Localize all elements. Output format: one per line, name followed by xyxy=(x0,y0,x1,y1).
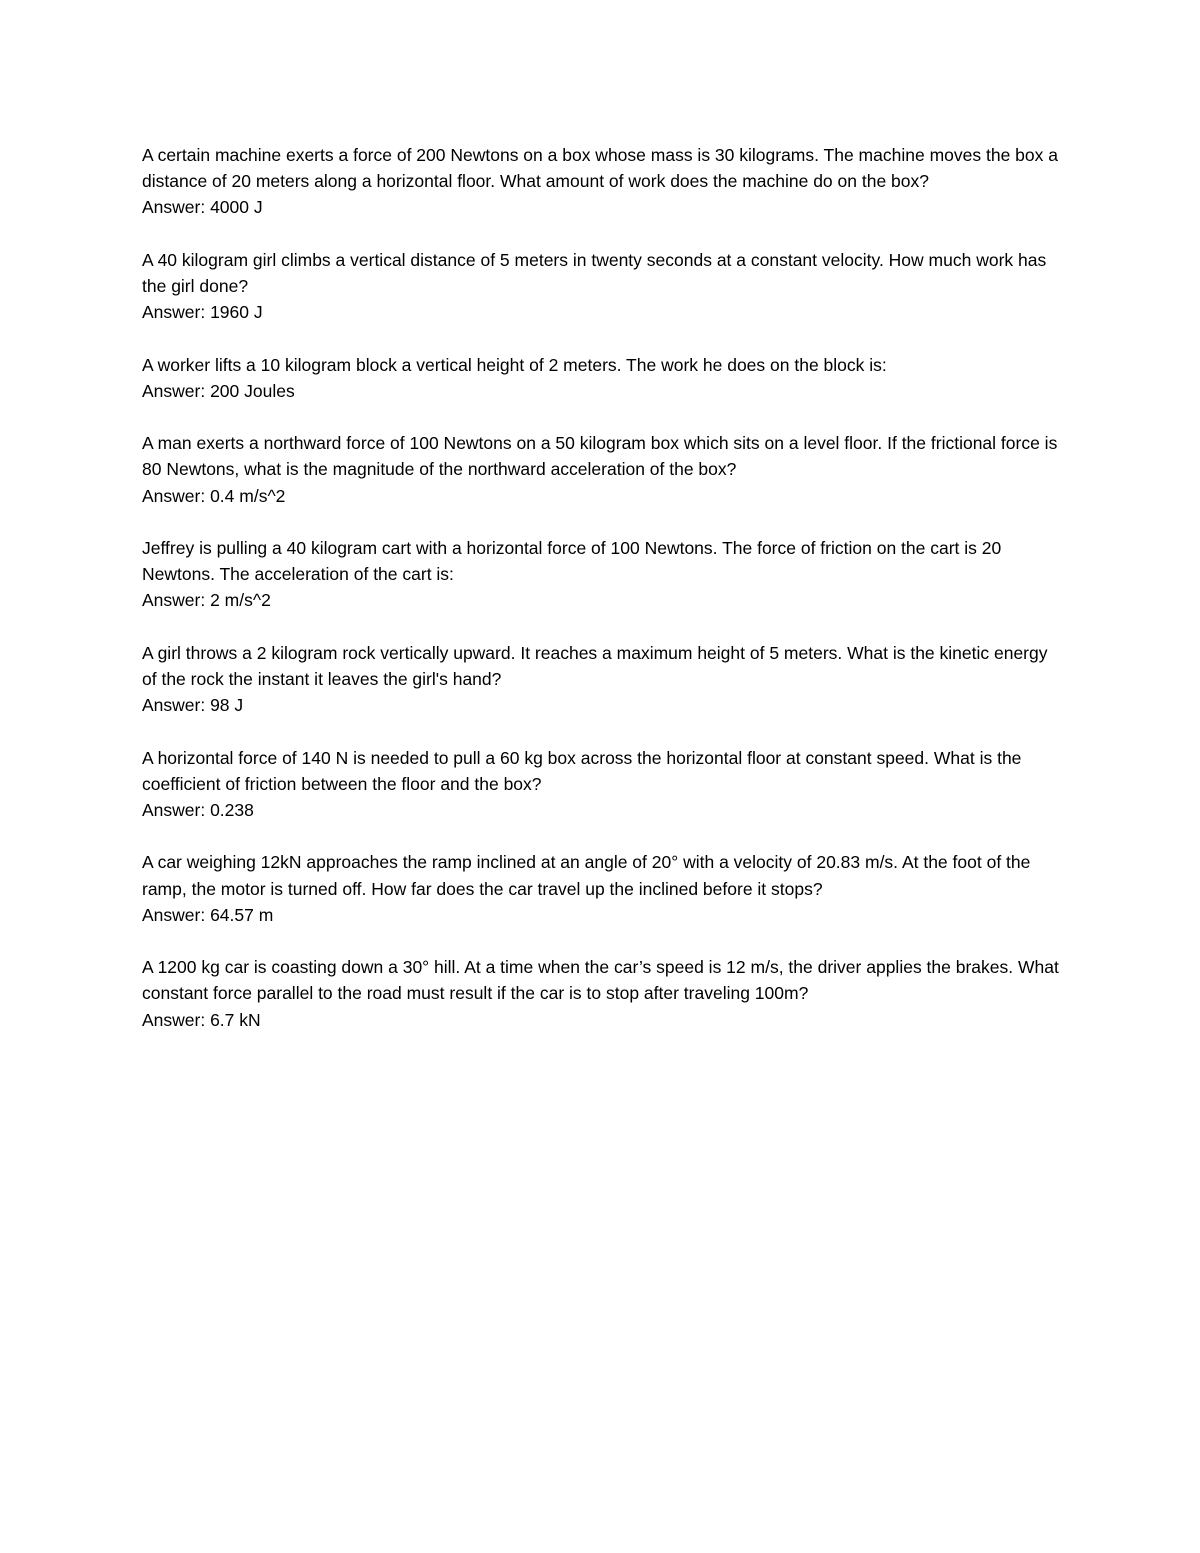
problem-question: Jeffrey is pulling a 40 kilogram cart with a horizontal force of 100 Newtons. The force of friction on the cart is 20 Newtons. The acceleration of the cart is: xyxy=(142,537,1002,585)
problem-item xyxy=(142,247,1062,326)
problem-item xyxy=(142,954,1062,1033)
problem-answer: Answer: 6.7 kN xyxy=(142,1009,261,1030)
problem-item xyxy=(142,745,1062,824)
problem-question: A car weighing 12kN approaches the ramp inclined at an angle of 20° with a velocity of 20.83 m/s. At the foot of the ramp, the motor is turned off. How far does the car travel up the inclined before it stops? xyxy=(142,852,1031,899)
problem-question: A worker lifts a 10 kilogram block a vertical height of 2 meters. The work he does on the block is: xyxy=(142,354,887,375)
problem-answer: Answer: 4000 J xyxy=(142,197,263,218)
problem-item xyxy=(142,352,1062,404)
problem-question: A certain machine exerts a force of 200 Newtons on a box whose mass is 30 kilograms. The machine moves the box a distance of 20 meters along a horizontal floor. What amount of work does the machine do on the box? xyxy=(142,145,1058,192)
problem-answer: Answer: 64.57 m xyxy=(142,904,274,925)
problem-question: A man exerts a northward force of 100 Newtons on a 50 kilogram box which sits on a level floor. If the frictional force is 80 Newtons, what is the magnitude of the northward acceleration of the box? xyxy=(142,433,1058,480)
problem-question: A girl throws a 2 kilogram rock vertically upward. It reaches a maximum height of 5 meters. What is the kinetic energy of the rock the instant it leaves the girl's hand? xyxy=(142,642,1048,689)
problem-answer: Answer: 0.4 m/s^2 xyxy=(142,485,286,506)
problem-item xyxy=(142,849,1062,928)
problem-item xyxy=(142,535,1062,614)
problem-item xyxy=(142,142,1062,221)
problem-question: A 40 kilogram girl climbs a vertical distance of 5 meters in twenty seconds at a constant velocity. How much work has the girl done? xyxy=(142,249,1047,296)
problem-answer: Answer: 2 m/s^2 xyxy=(142,590,271,611)
problem-item xyxy=(142,430,1062,509)
problem-list xyxy=(142,142,1062,1059)
problem-answer: Answer: 1960 J xyxy=(142,302,263,323)
problem-answer: Answer: 98 J xyxy=(142,695,244,716)
problem-question: A horizontal force of 140 N is needed to pull a 60 kg box across the horizontal floor at constant speed. What is the coefficient of friction between the floor and the box? xyxy=(142,747,1022,794)
problem-question: A 1200 kg car is coasting down a 30° hill. At a time when the car’s speed is 12 m/s, the driver applies the brakes. What constant force parallel to the road must result if the car is to stop after traveling 100m? xyxy=(142,957,1059,1004)
problem-answer: Answer: 200 Joules xyxy=(142,380,295,401)
problem-answer: Answer: 0.238 xyxy=(142,799,254,820)
problem-item xyxy=(142,640,1062,719)
